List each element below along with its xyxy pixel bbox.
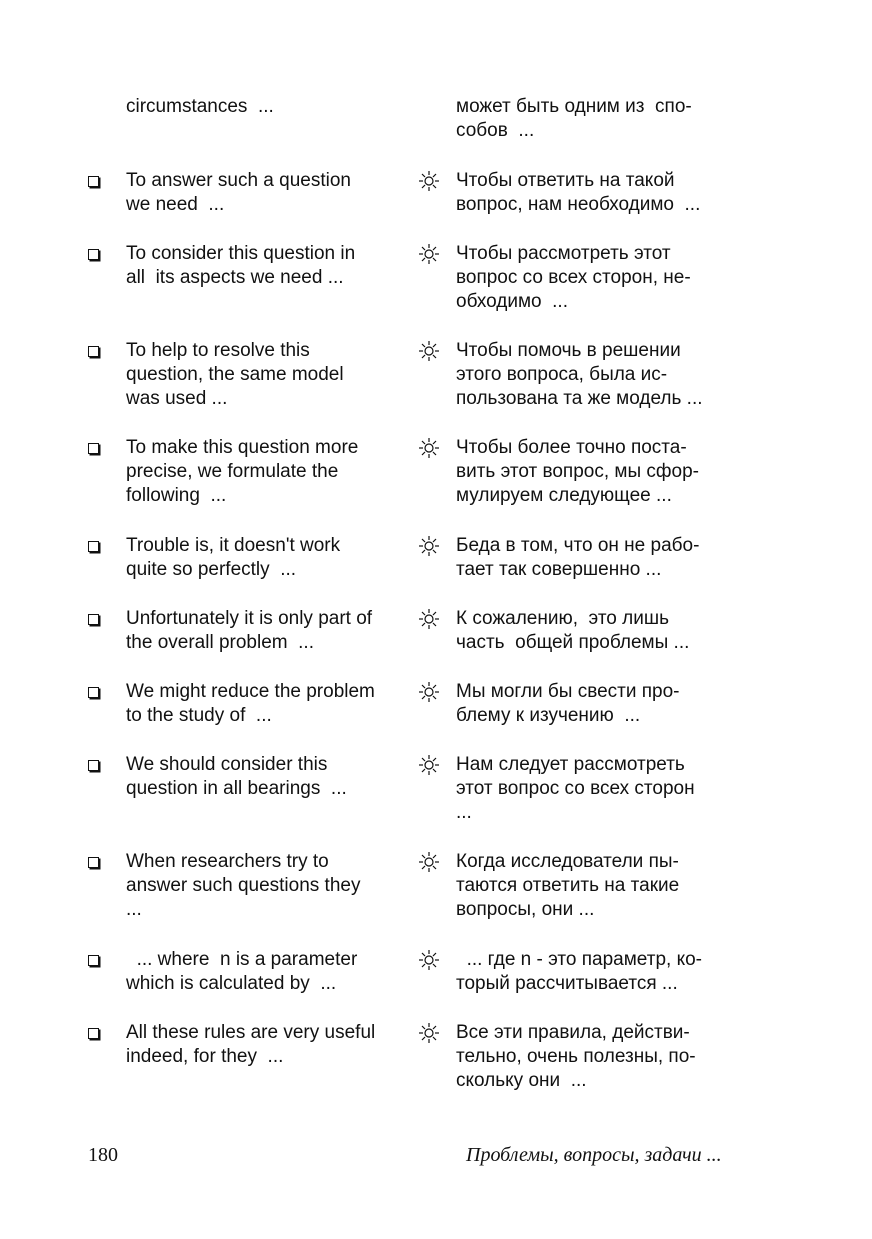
russian-phrase: Все эти правила, действи- тельно, очень полезны, по- скольку они ... xyxy=(456,1022,696,1091)
sun-icon xyxy=(418,608,440,630)
russian-phrase: К сожалению, это лишь часть общей проблемы ... xyxy=(456,608,690,653)
sun-icon xyxy=(418,949,440,971)
checkbox-icon xyxy=(88,244,102,262)
english-phrase: We might reduce the problem to the study of ... xyxy=(126,681,375,726)
russian-phrase: Чтобы более точно поста- вить этот вопрос, мы сфор- мулируем следующее ... xyxy=(456,437,700,506)
sun-icon xyxy=(418,851,440,873)
russian-phrase: может быть одним из спо- собов ... xyxy=(456,96,692,141)
russian-phrase: Мы могли бы свести про- блему к изучению ... xyxy=(456,681,680,726)
english-phrase: To answer such a question we need ... xyxy=(126,170,351,215)
english-phrase: To help to resolve this question, the same model was used ... xyxy=(126,340,344,409)
checkbox-icon xyxy=(88,755,102,773)
checkbox-icon xyxy=(88,682,102,700)
checkbox-icon xyxy=(88,341,102,359)
russian-phrase: Чтобы рассмотреть этот вопрос со всех сторон, не- обходимо ... xyxy=(456,243,691,312)
english-phrase: When researchers try to answer such questions they ... xyxy=(126,851,361,920)
english-phrase: To consider this question in all its aspects we need ... xyxy=(126,243,356,288)
russian-phrase: Чтобы ответить на такой вопрос, нам необходимо ... xyxy=(456,170,701,215)
checkbox-icon xyxy=(88,852,102,870)
checkbox-icon xyxy=(88,1023,102,1041)
sun-icon xyxy=(418,535,440,557)
russian-phrase: ... где n - это параметр, ко- торый рассчитывается ... xyxy=(456,949,702,994)
russian-phrase: Когда исследователи пы- таются ответить на такие вопросы, они ... xyxy=(456,851,680,920)
checkbox-icon xyxy=(88,536,102,554)
russian-phrase: Беда в том, что он не рабо- тает так совершенно ... xyxy=(456,535,700,580)
sun-icon xyxy=(418,1022,440,1044)
sun-icon xyxy=(418,340,440,362)
sun-icon xyxy=(418,681,440,703)
checkbox-icon xyxy=(88,950,102,968)
sun-icon xyxy=(418,170,440,192)
english-phrase: To make this question more precise, we formulate the following ... xyxy=(126,437,359,506)
running-title: Проблемы, вопросы, задачи ... xyxy=(466,1144,722,1166)
checkbox-icon xyxy=(88,609,102,627)
english-phrase: All these rules are very useful indeed, for they ... xyxy=(126,1022,376,1067)
english-phrase: Unfortunately it is only part of the overall problem ... xyxy=(126,608,373,653)
english-phrase: ... where n is a parameter which is calculated by ... xyxy=(126,949,358,994)
sun-icon xyxy=(418,754,440,776)
sun-icon xyxy=(418,243,440,265)
sun-icon xyxy=(418,437,440,459)
english-phrase: circumstances ... xyxy=(126,96,274,117)
page-number: 180 xyxy=(88,1144,118,1166)
russian-phrase: Нам следует рассмотреть этот вопрос со всех сторон ... xyxy=(456,754,695,823)
english-phrase: Trouble is, it doesn't work quite so perfectly ... xyxy=(126,535,341,580)
english-phrase: We should consider this question in all bearings ... xyxy=(126,754,347,799)
checkbox-icon xyxy=(88,171,102,189)
russian-phrase: Чтобы помочь в решении этого вопроса, была ис- пользована та же модель ... xyxy=(456,340,703,409)
checkbox-icon xyxy=(88,438,102,456)
